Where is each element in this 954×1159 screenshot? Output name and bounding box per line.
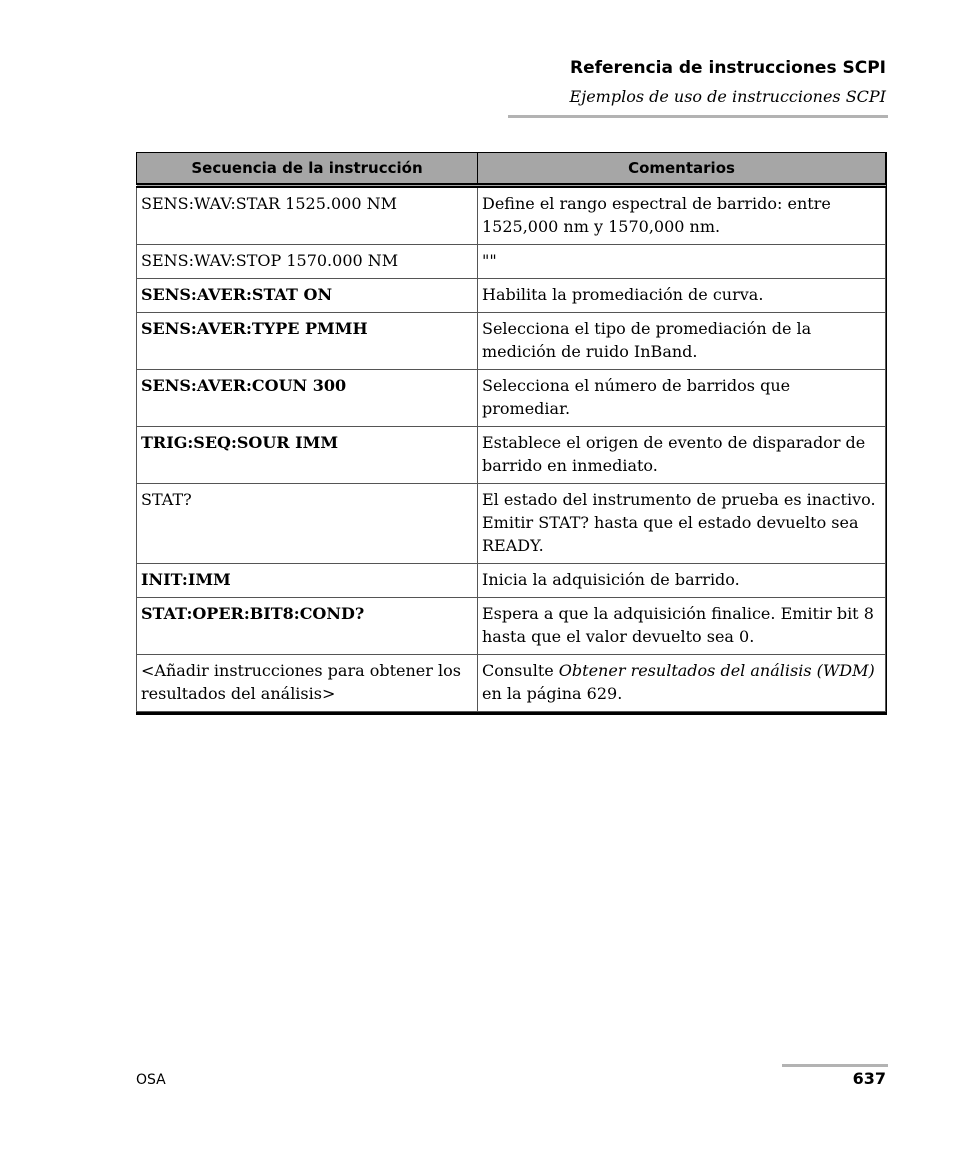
table-row [137,655,886,712]
footer-product-name: OSA [136,1072,166,1088]
table-row [137,245,886,279]
header-rule [508,115,888,118]
comment-prefix: Consulte [482,661,559,680]
cross-reference-link[interactable]: Obtener resultados del análisis (WDM) [558,661,875,680]
scpi-example-table-container [136,152,887,715]
comment-cell: Espera a que la adquisición finalice. Emitir bit 8 hasta que el valor devuelto sea 0. [478,598,886,655]
table-row [137,313,886,370]
column-header-comments: Comentarios [478,153,886,186]
scpi-example-table [136,152,886,712]
table-row [137,484,886,564]
comment-cell: "" [478,245,886,279]
instruction-cell: STAT:OPER:BIT8:COND? [137,598,478,655]
table-row [137,598,886,655]
instruction-cell: <Añadir instrucciones para obtener los resultados del análisis> [137,655,478,712]
comment-cell: Define el rango espectral de barrido: entre 1525,000 nm y 1570,000 nm. [478,186,886,245]
comment-cell: Habilita la promediación de curva. [478,279,886,313]
instruction-cell: SENS:AVER:COUN 300 [137,370,478,427]
table-header-row [137,153,886,186]
page-header-title: Referencia de instrucciones SCPI [570,58,886,78]
table-row [137,279,886,313]
page-header-subtitle: Ejemplos de uso de instrucciones SCPI [569,87,886,106]
page-number: 637 [852,1069,886,1088]
comment-cell: Inicia la adquisición de barrido. [478,564,886,598]
instruction-cell: TRIG:SEQ:SOUR IMM [137,427,478,484]
instruction-cell: INIT:IMM [137,564,478,598]
instruction-cell: SENS:AVER:STAT ON [137,279,478,313]
instruction-cell: SENS:WAV:STOP 1570.000 NM [137,245,478,279]
instruction-cell: STAT? [137,484,478,564]
table-row [137,370,886,427]
comment-cell [478,655,886,712]
comment-suffix: en la página 629. [482,684,623,703]
comment-cell: Selecciona el número de barridos que promediar. [478,370,886,427]
comment-cell: Establece el origen de evento de disparador de barrido en inmediato. [478,427,886,484]
table-row [137,427,886,484]
instruction-cell: SENS:AVER:TYPE PMMH [137,313,478,370]
table-row [137,564,886,598]
comment-cell: El estado del instrumento de prueba es inactivo. Emitir STAT? hasta que el estado devuelto sea READY. [478,484,886,564]
column-header-sequence: Secuencia de la instrucción [137,153,478,186]
comment-cell: Selecciona el tipo de promediación de la medición de ruido InBand. [478,313,886,370]
footer-rule [782,1064,888,1067]
instruction-cell: SENS:WAV:STAR 1525.000 NM [137,186,478,245]
table-row [137,186,886,245]
